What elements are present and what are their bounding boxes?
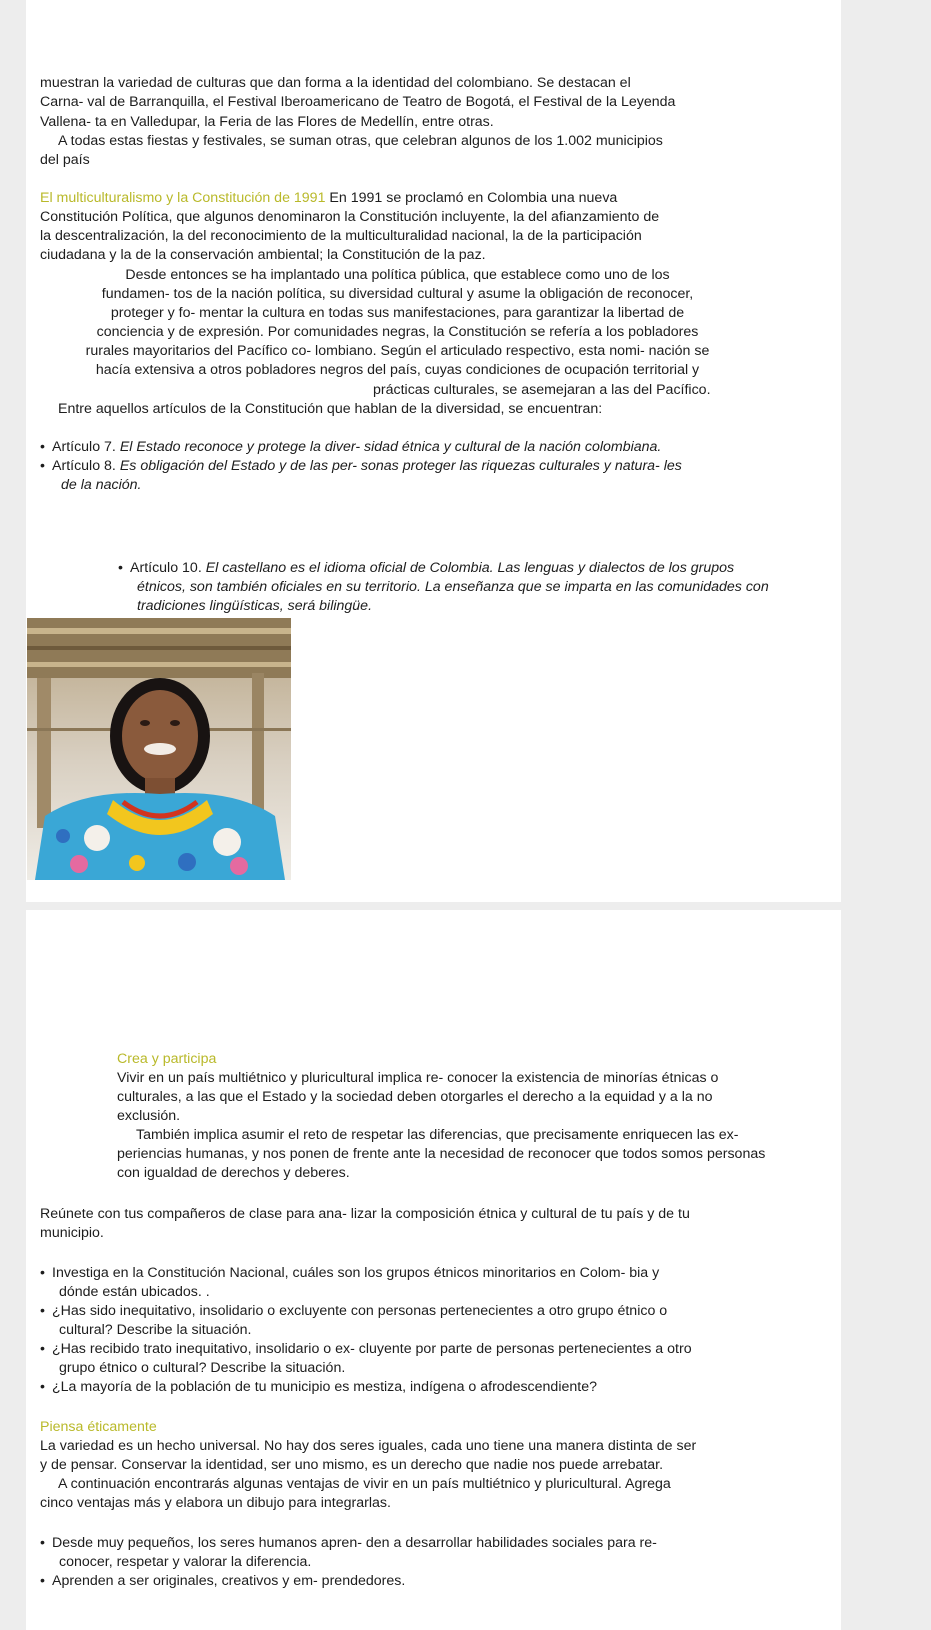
fiestas-line-1: A todas estas fiestas y festivales, se suman otras, que celebran algunos de los 1.002 municipios [58,133,663,149]
question-3-line-1: • ¿Has recibido trato inequitativo, insolidario o ex- cluyente por parte de personas pertenecientes a otro [40,1340,692,1359]
crea-line-3: exclusión. [117,1108,181,1124]
question-2-line-1: • ¿Has sido inequitativo, insolidario o excluyente con personas pertenecientes a otro grupo étnico o [40,1302,667,1321]
section-heading-multiculturalismo: El multiculturalismo y la Constitución de 1991 [40,190,326,206]
ventaja-1-line-2: conocer, respetar y valorar la diferencia. [59,1554,312,1570]
continuacion-line-1: A continuación encontrarás algunas ventajas de vivir en un país multiétnico y pluricultural. Agrega [58,1476,671,1492]
document-page-1 [26,0,841,902]
politica-line-2: fundamen- tos de la nación política, su diversidad cultural y asume la obligación de reconocer, [101,286,694,302]
constitucion-line-2: la descentralización, la del reconocimiento de la multiculturalidad nacional, la de la participación [40,228,642,244]
politica-line-4: conciencia y de expresión. Por comunidades negras, la Constitución se refería a los pobladores [96,324,699,340]
intro-line-1: muestran la variedad de culturas que dan forma a la identidad del colombiano. Se destacan el [40,75,631,91]
articulo-8 [40,457,682,476]
articulo-10-text: El castellano es el idioma oficial de Colombia. Las lenguas y dialectos de los grupos [205,560,735,576]
politica-line-5: rurales mayoritarios del Pacífico co- lombiano. Según el articulado respectivo, esta nomi- nación se [85,343,710,359]
ventaja-1-line-1: • Desde muy pequeños, los seres humanos apren- den a desarrollar habilidades sociales para re- [40,1534,657,1553]
tambien-line-3: con igualdad de derechos y deberes. [117,1165,350,1181]
politica-line-3: proteger y fo- mentar la cultura en todas sus manifestaciones, para garantizar la libertad de [110,305,685,321]
piensa-line-1: La variedad es un hecho universal. No hay dos seres iguales, cada uno tiene una manera distinta de ser [40,1438,697,1454]
tambien-line-1: También implica asumir el reto de respetar las diferencias, que precisamente enriquecen las ex- [136,1127,739,1143]
document-page-2 [26,910,841,1630]
question-1-line-1: • Investiga en la Constitución Nacional, cuáles son los grupos étnicos minoritarios en Colom- bia y [40,1264,659,1283]
constitucion-line-3: ciudadana y la de la conservación ambiental; la Constitución de la paz. [40,247,486,263]
fiestas-line-2: del país [40,152,90,168]
politica-line-6: hacía extensiva a otros pobladores negros del país, cuyas condiciones de ocupación territorial y [95,362,700,378]
articulo-10-cont-1: étnicos, son también oficiales en su territorio. La enseñanza que se imparta en las comunidades con [137,579,769,595]
tambien-line-2: periencias humanas, y nos ponen de frente ante la necesidad de reconocer que todos somos personas [117,1146,766,1162]
constitucion-first-line [40,189,617,208]
articulo-8-cont: de la nación. [61,477,142,493]
intro-line-2: Carna- val de Barranquilla, el Festival Iberoamericano de Teatro de Bogotá, el Festival de la Leyenda [40,94,676,110]
intro-line-3: Vallena- ta en Valledupar, la Feria de las Flores de Medellín, entre otras. [40,114,494,130]
articulo-10 [118,559,734,578]
crea-line-1: Vivir en un país multiétnico y pluricultural implica re- conocer la existencia de minorías étnicas o [117,1070,719,1086]
crea-participa-heading: Crea y participa [117,1051,217,1067]
constitucion-line-1: Constitución Política, que algunos denominaron la Constitución incluyente, la del afianzamiento de [40,209,660,225]
politica-line-1: Desde entonces se ha implantado una política pública, que establece como uno de los [125,267,670,283]
articulo-7-label: Artículo 7. [52,439,116,455]
articulo-8-text: Es obligación del Estado y de las per- sonas proteger las riquezas culturales y natura- les [119,458,682,474]
question-4: • ¿La mayoría de la población de tu municipio es mestiza, indígena o afrodescendiente? [40,1378,597,1397]
politica-line-7: prácticas culturales, se asemejaran a las del Pacífico. [373,382,711,398]
constitucion-line-0: En 1991 se proclamó en Colombia una nueva [329,190,618,206]
question-3-line-2: grupo étnico o cultural? Describe la situación. [59,1360,346,1376]
articulo-10-cont-2: tradiciones lingüísticas, será bilingüe. [137,598,373,614]
ventaja-2: • Aprenden a ser originales, creativos y em- prendedores. [40,1572,405,1591]
crea-line-2: culturales, a las que el Estado y la sociedad deben otorgarles el derecho a la equidad y a la no [117,1089,713,1105]
reunete-line-2: municipio. [40,1225,104,1241]
piensa-eticamente-heading: Piensa éticamente [40,1419,157,1435]
articulo-10-label: Artículo 10. [130,560,202,576]
articulo-7-text: El Estado reconoce y protege la diver- sidad étnica y cultural de la nación colombiana. [119,439,662,455]
woman-portrait-photo [27,618,291,880]
piensa-line-2: y de pensar. Conservar la identidad, ser uno mismo, es un derecho que nadie nos puede arrebatar. [40,1457,664,1473]
articulo-7 [40,438,661,457]
question-1-line-2: dónde están ubicados. . [59,1284,210,1300]
reunete-line-1: Reúnete con tus compañeros de clase para ana- lizar la composición étnica y cultural de tu país y de tu [40,1206,690,1222]
portrait-illustration [27,618,291,880]
articulos-intro: Entre aquellos artículos de la Constitución que hablan de la diversidad, se encuentran: [58,401,603,417]
continuacion-line-2: cinco ventajas más y elabora un dibujo para integrarlas. [40,1495,391,1511]
articulo-8-label: Artículo 8. [52,458,116,474]
question-2-line-2: cultural? Describe la situación. [59,1322,252,1338]
